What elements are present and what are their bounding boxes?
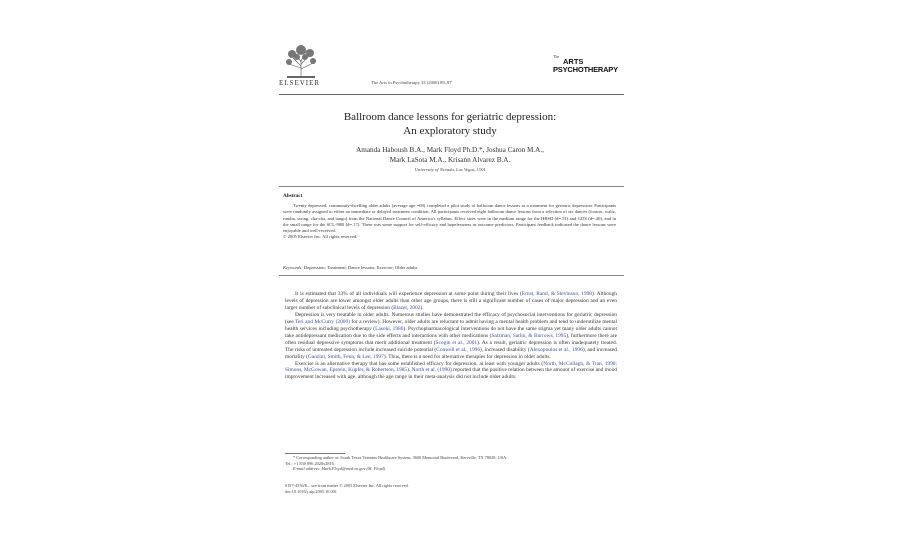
keywords-list: Depression; Treatment; Dance lessons; Exercise; Older adults (303, 265, 418, 270)
keywords-label: Keywords: (283, 265, 303, 270)
citation-link[interactable]: Blazer, 2002 (393, 304, 421, 311)
title-line-1: Ballroom dance lessons for geriatric depression: (343, 111, 557, 123)
text-run: ), and increased mortality ( (285, 346, 617, 360)
text-run: Exercise is an alternative therapy that has some established efficacy for depression, at least with younger adults ( (295, 360, 544, 367)
text-run: ). Psychopharmacological interventions do not have the same stigma yet many older adults cannot take antidepressant medication due to the side effects and interactions with other medications ( (285, 325, 617, 339)
issn-line: 0197-4556/$ – see front matter © 2005 Elsevier Inc. All rights reserved. (285, 483, 409, 488)
body-paragraph-1 (285, 291, 617, 312)
text-run: for a review). However, older adults are reluctant to admit having a mental health problem and tend to underutilize mental health services including psychotherapy ( (285, 318, 618, 332)
text-run: ), furthermore there are often residual depressive symptoms that merit additional treatment ( (285, 332, 617, 346)
footnote-line-3: E-mail address: Mark.Floyd@med.va.gov (M. Floyd). (293, 466, 387, 472)
citation-link[interactable]: North, McCullagh, & Tran, 1990; Simons, McGowan, Epstein, Kupfer, & Robertson, 1985 (285, 360, 617, 374)
citation-link[interactable]: Ernst, Rand, & Stevinson, 1998 (521, 291, 592, 297)
body-paragraph-3 (285, 361, 617, 382)
authors-line-2: Mark LaSota M.A., Krisann Alvarez B.A. (389, 156, 511, 164)
title-line-2: An exploratory study (403, 125, 497, 137)
header-rule (279, 94, 624, 95)
journal-logo (553, 48, 623, 84)
journal-citation: The Arts in Psychotherapy 33 (2006) 89–97 (371, 80, 452, 85)
abstract-body (283, 203, 616, 241)
paper-page (271, 34, 629, 538)
citation-link[interactable]: North et al. (1990) (411, 367, 452, 374)
text-run: ). As a result, geriatric depression is often inadequately treated. The risks of untreated depression include increased suicide potential ( (285, 339, 617, 353)
authors-line-1: Amanda Haboush B.A., Mark Floyd Ph.D.*, Joshua Caron M.A., (356, 146, 544, 154)
text-run: ). Although levels of depression are lower amongst older adults than other age groups, there is still a significant number of cases of major depression and an even larger number of subclinical levels of depression ( (285, 291, 617, 311)
footnote (285, 455, 617, 472)
footnote-line-2: Tel.: +1 830 896 2020x2816. (285, 460, 335, 466)
citation-link[interactable]: Teri and McCurry (2000) (295, 318, 350, 325)
text-run: ). Thus, there is a need for alternative therapies for depression in older adults. (383, 353, 551, 360)
text-run: reported that the positive relation between the amount of exercise and mood improvement increased with age, although the age range in their meta-analysis did not include older adults. (285, 367, 618, 381)
keywords (283, 265, 616, 270)
elsevier-tree-logo (283, 42, 319, 80)
abstract-top-rule (279, 186, 624, 187)
citation-link[interactable]: Conwell et al., 1996 (436, 346, 481, 353)
publisher-name: ELSEVIER (279, 79, 321, 87)
journal-logo-arts: ARTS (563, 57, 584, 66)
citation-link[interactable]: Alexopoulos et al., 1996 (529, 346, 583, 353)
citation-link[interactable]: Salzman, Satlin, & Burrows, 1995 (491, 332, 567, 339)
citation-link[interactable]: Lasoki, 1986 (375, 325, 404, 332)
footnote-rule (285, 453, 345, 454)
keywords-bottom-rule (279, 275, 624, 276)
journal-logo-psychotherapy: PSYCHOTHERAPY (553, 65, 618, 74)
journal-logo-the: The (553, 54, 560, 59)
authors (271, 145, 629, 165)
article-title (271, 110, 629, 138)
affiliation: University of Nevada, Las Vegas, USA (414, 167, 486, 172)
text-run: Depression is very treatable in older adults. Numerous studies have demonstrated the efficacy of psychosocial interventions for geriatric depression (see (285, 311, 617, 325)
text-run: ). (420, 304, 424, 311)
article-identifiers (285, 483, 617, 494)
abstract-heading: Abstract (283, 193, 303, 199)
body-paragraph-2 (285, 312, 617, 361)
text-run: ), increased disability ( (480, 346, 530, 353)
footnote-line-1: * Corresponding author at: South Texas Veterans Healthcare System, 3600 Memorial Boulevard, Kerrville, TX 78028, USA. (293, 455, 508, 460)
text-run: ). (407, 367, 412, 374)
citation-link[interactable]: Ganzini, Smith, Fenn, & Lee, 1997 (307, 353, 384, 360)
abstract-copyright: © 2005 Elsevier Inc. All rights reserved. (283, 234, 358, 240)
citation-link[interactable]: Scogin et al., 2001 (435, 339, 478, 346)
abstract-text: Twenty depressed, community-dwelling older adults (average age =69) completed a pilot study of ballroom dance lessons as a treatment for geriatric depression. Participants were randomly assigned to either an immediate or delayed treatment condition. All participants received eight ballroom dance lessons from a selection of six dances (foxtrot, waltz, rumba, swing, cha-cha, and tango) from the National Dance Council of America's syllabus. Effect sizes were in the medium range for the HRSD (d=.51) and GDS (d=.40), and in the small range for the SCL-90R (d=.17). There was some support for self-efficacy and hopelessness as outcome predictors. Participant feedback indicated the dance lessons were enjoyable and well-received. (283, 203, 616, 234)
doi-line[interactable]: doi:10.1016/j.aip.2005.10.001 (285, 488, 337, 494)
article-body (285, 291, 617, 381)
text-run: It is estimated that 33% of all individuals will experience depression at some point during their lives ( (295, 291, 522, 297)
